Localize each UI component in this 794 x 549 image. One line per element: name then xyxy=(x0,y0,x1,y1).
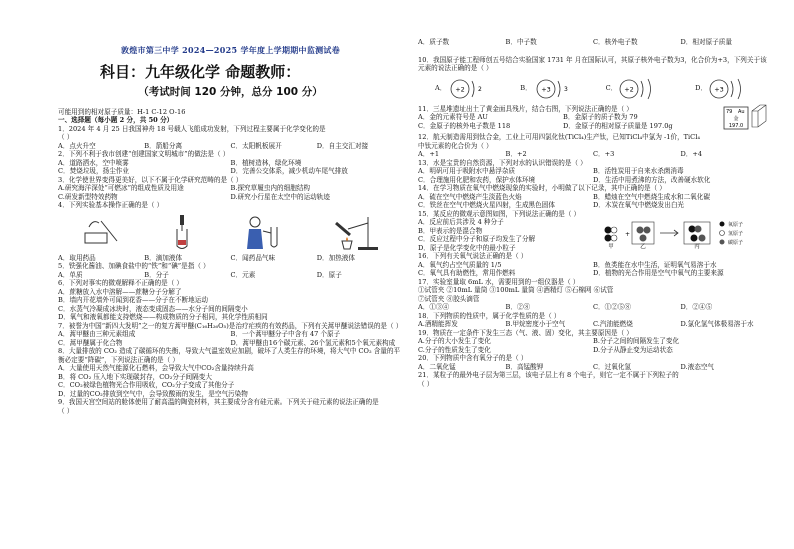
option[interactable]: B.甲烷密度小于空气 xyxy=(505,320,566,328)
option[interactable]: C.分子的性质发生了变化 xyxy=(418,345,491,354)
question-9: 9．我国天宫空间站的舱体使用了耐高温的陶瓷材料，其主要成分含有硅元素。下列关于硅元素的说法正确的是 （ ） xyxy=(58,398,379,415)
option[interactable]: D.研究小行星在太空中的运动轨迹 xyxy=(230,192,330,201)
option[interactable]: A．明矾可用于吸附水中悬浮杂质 xyxy=(418,167,516,175)
option[interactable]: D．加热液体 xyxy=(316,253,356,262)
heating-liquid-icon xyxy=(328,213,380,251)
option[interactable]: C．闻药品气味 xyxy=(230,253,276,262)
option[interactable]: B．+2 xyxy=(505,150,527,158)
dropper-test-tube-icon xyxy=(168,213,198,251)
exam-time: （考试时间 120 分钟，总分 100 分） xyxy=(138,85,323,98)
question-13: 13．水是宝贵的自然资源，下列对水的认识错误的是（ ） A．明矾可用于吸附水中悬浮杂质 B．活性炭用于自来水杀菌消毒 C．合理施用化肥和农药，保护水体环境 D．生活中用煮沸的方法，改善硬水软化 xyxy=(418,159,768,185)
question-17: 17．实验室量取 6mL 水，需要用到的一组仪器是（ ） ①试管夹 ②10mL 量筒 ③100mL 量筒 ④酒精灯 ⑤石棉网 ⑥试管 ⑦试管夹 ⑧胶头滴管 A．①③④ B．②⑧ C．①②⑤⑧ D．②④⑤ xyxy=(418,278,768,312)
option[interactable]: D.氯化氢气体极易溶于水 xyxy=(680,320,754,328)
question-19: 19．物质在一定条件下发生三态（气、液、固）变化，其主要原因是（ ） A.分子的大小发生了变化 B.分子之间的间隔发生了变化 C.分子的性质发生了变化 D.分子从静止变为运动状态 xyxy=(418,329,768,355)
gold-element-cell xyxy=(722,101,768,131)
option[interactable]: C．+3 xyxy=(593,150,615,158)
svg-text:79: 79 xyxy=(726,108,733,115)
question-7: 7．被誉为中国“新四大发明”之一的复方蒿甲醚(C₁₆H₂₆O₅)是治疗疟疾的有效药品，下列有关蒿甲醚说法错误的是（ ） A．蒿甲醚由三种元素组成 B．一个蒿甲醚分子中含有 47 个原子 C．蒿甲醚属于化合物 D．蒿甲醚由16个碳元素、26个氢元素和5个氧元素构成 xyxy=(58,321,403,347)
option[interactable]: D．金原子的相对原子质量是 197.0g xyxy=(563,121,673,130)
option[interactable]: B．滴加液体 xyxy=(144,253,183,262)
option[interactable]: C．反应过程中分子和原子均发生了分解 xyxy=(418,235,536,243)
option[interactable]: D．氧气和液氧都能支持燃烧——构成物质的分子相同，其化学性质相同 xyxy=(58,313,268,321)
svg-text:乙: 乙 xyxy=(640,243,646,250)
question-8: 8．大量排放的 CO₂ 造成了碳循环的失衡，导致大气温室效应加剧，破坏了人类生存的环境，将大气中 CO₂ 含量的平衡必定要“降碳”，下列说法正确的是（ ） A．大量使用天然气能源化石燃料，会导致大气中CO₂含量持续升高 B．将 CO₂ 压入地下实现碳封存，CO₂分子间隔变大 C．CO₂被绿色植物光合作用吸收，CO₂分子变成了其他分子 D．过量的CO₂排放到空气中，会导致酸雨的发生，是空气污染物 xyxy=(58,347,403,398)
option[interactable]: A．蔗糖放入水中溶解——蔗糖分子分解了 xyxy=(58,287,182,296)
option[interactable]: A.研究海洋深处“可燃冰”的组成性质及用途 xyxy=(58,184,184,192)
option[interactable]: D．原子是化学变化中的最小粒子 xyxy=(418,243,516,252)
option[interactable]: C．氧气具有助燃性，常用作燃料 xyxy=(418,269,516,277)
question-10: 10．我国原子能工程师创五号结合实验国家 1731 年 月在国际认可，其原子核外电子数为3，化合价为+3，下列关于该元素的说法正确的是（ ） A． +2 2 B． +3 3 C． +2 D． +3 xyxy=(418,56,768,103)
option[interactable]: A．①③④ xyxy=(418,303,450,311)
option[interactable]: C．太阳帆板展开 xyxy=(230,141,282,150)
question-9-options xyxy=(418,38,768,47)
option[interactable]: B．蜡烛在空气中燃烧生成水和二氧化碳 xyxy=(593,192,710,201)
option[interactable]: C．金原子的核外电子数是 118 xyxy=(418,121,511,130)
question-5: 5．铁强化酱油、加碘食盐中的“铁”和“碘”是指（ ） A．单质 B．分子 C．元素 D．原子 xyxy=(58,262,403,279)
svg-text:+3: +3 xyxy=(540,85,551,93)
option[interactable]: D． xyxy=(695,84,708,93)
question-18: 18．下列物质的性质中，属于化学性质的是（ ） A.酒精能挥发 B.甲烷密度小于空气 C.汽油能燃烧 D.氯化氢气体极易溶于水 xyxy=(418,312,768,329)
subject-line: 科目：九年级化学 命题教师： xyxy=(100,62,301,81)
option[interactable]: D．过量的CO₂排放到空气中，会导致酸雨的发生，是空气污染物 xyxy=(58,389,248,398)
option[interactable]: A．点火升空 xyxy=(58,141,96,150)
option[interactable]: A．反应前后共涉及 4 种分子 xyxy=(418,218,504,226)
svg-text:3: 3 xyxy=(563,85,568,93)
option[interactable]: D．相对原子质量 xyxy=(680,38,732,46)
option[interactable]: A.分子的大小发生了变化 xyxy=(418,337,491,345)
option[interactable]: A．大量使用天然气能源化石燃料，会导致大气中CO₂含量持续升高 xyxy=(58,364,254,372)
smelling-icon xyxy=(243,213,283,251)
option[interactable]: B．甲表示的是混合物 xyxy=(418,226,483,235)
question-12: 12．航天制造需用到钛合金，工业上可用四氯化钛(TiCl₄)生产钛，已知TiCl₄中氯为 -1价，TiCl₄ 中钛元素的化合价为（ ） A．+1 B．+2 C．+3 D．+4 xyxy=(418,133,768,159)
option[interactable]: B．墙内开花墙外可闻到花香——分子在不断地运动 xyxy=(58,296,208,304)
option[interactable]: C．①②⑤⑧ xyxy=(593,303,632,311)
option[interactable]: C.研发新型特效药物 xyxy=(58,192,118,201)
option[interactable]: D．生活中用煮沸的方法，改善硬水软化 xyxy=(593,175,711,184)
option[interactable]: C．元素 xyxy=(230,270,256,279)
option[interactable]: D．自主交汇对接 xyxy=(316,141,369,150)
question-6: 6．下列对事实的微观解释不正确的是（ ） A．蔗糖放入水中溶解——蔗糖分子分解了 B．墙内开花墙外可闻到花香——分子在不断地运动 C．水蒸气冷凝成冰块时，液态变成固态——水分子间的间隔变小 D．氧气和液氧都能支持燃烧——构成物质的分子相同，其化学性质相同 xyxy=(58,279,403,322)
option[interactable]: B．活性炭用于自来水杀菌消毒 xyxy=(593,167,684,175)
option[interactable]: B．一个蒿甲醚分子中含有 47 个原子 xyxy=(230,330,341,338)
right-column xyxy=(418,0,768,549)
svg-text:+: + xyxy=(625,230,631,238)
question-2: 2．下列不利于我市创建“创建国家文明城市”的做法是（ ） A．道路洒水，空中喷雾 B．植树造林，绿化环境 C．焚烧垃圾，扬尘作业 D．完善公交体系，减少机动车尾气排放 xyxy=(58,150,403,176)
option[interactable]: D．植物的光合作用是空气中氧气的主要来源 xyxy=(593,269,724,277)
question-11: 11．三星堆遗址出土了黄金面具残片，结合右图，下列说法正确的是（ ） A．金的元素符号是 AU B．金原子的质子数为 79 C．金原子的核外电子数是 118 D．金原子的相对原子质量是 197.0g 79 Au 金 197.0 xyxy=(418,105,768,131)
option[interactable]: B.探究草履虫内的细胞结构 xyxy=(230,184,310,192)
atom-structure-options xyxy=(418,75,768,103)
atom-structure-diagram xyxy=(617,76,661,102)
lab-operation-figures xyxy=(58,212,403,252)
option[interactable]: D．②④⑤ xyxy=(680,303,713,311)
svg-text:氧原子: 氧原子 xyxy=(728,221,744,228)
option[interactable]: D．完善公交体系，减少机动车尾气排放 xyxy=(230,167,348,175)
reaction-micro-diagram xyxy=(598,216,768,250)
option[interactable]: A．蒿甲醚由三种元素组成 xyxy=(58,330,136,338)
option[interactable]: A．道路洒水，空中喷雾 xyxy=(58,158,129,167)
option[interactable]: B．鱼类能在水中生活，证明氧气易溶于水 xyxy=(593,260,717,269)
option[interactable]: D．木炭在氧气中燃烧发出白光 xyxy=(593,201,685,209)
option[interactable]: C．合理施用化肥和农药，保护水体环境 xyxy=(418,175,536,184)
option[interactable]: B．将 CO₂ 压入地下实现碳封存，CO₂分子间隔变大 xyxy=(58,372,212,381)
option[interactable]: C．水蒸气冷凝成冰块时，液态变成固态——水分子间的间隔变小 xyxy=(58,304,248,313)
option[interactable]: B．植树造林，绿化环境 xyxy=(230,158,302,167)
atomic-masses: 可能用到的相对原子质量：H-1 C-12 O-16 xyxy=(58,107,186,116)
atom-structure-diagram xyxy=(446,76,486,102)
option[interactable]: B． xyxy=(520,84,532,93)
option[interactable]: D．蒿甲醚由16个碳元素、26个氢元素和5个氧元素构成 xyxy=(230,338,396,347)
option[interactable]: A．二氧化锰 xyxy=(418,362,456,371)
option[interactable]: C．铁丝在空气中燃烧火星四射，生成黑色固体 xyxy=(418,201,555,209)
option[interactable]: C.汽油能燃烧 xyxy=(593,320,633,328)
left-column xyxy=(58,0,403,549)
question-16: 16．下列有关氧气说法正确的是（ ） A．氧气约占空气质量的 1/5 B．鱼类能在水中生活，证明氧气易溶于水 C．氧气具有助燃性，常用作燃料 D．植物的光合作用是空气中氧气的主要来源 xyxy=(418,252,768,278)
option[interactable]: D.分子从静止变为运动状态 xyxy=(593,345,673,354)
option[interactable]: A．+1 xyxy=(418,150,440,158)
taking-reagent-icon xyxy=(81,213,123,251)
option[interactable]: B.分子之间的间隔发生了变化 xyxy=(593,337,680,345)
option[interactable]: B．高锰酸钾 xyxy=(505,362,544,371)
option[interactable]: A．氧气约占空气质量的 1/5 xyxy=(418,260,502,269)
option[interactable]: B．分子 xyxy=(144,270,169,279)
option[interactable]: D．原子 xyxy=(316,270,342,279)
exam-title: 敦煌市第三中学 2024—2025 学年度上学期期中监测试卷 xyxy=(120,45,341,55)
option[interactable]: A．取用药品 xyxy=(58,253,96,262)
svg-text:+2: +2 xyxy=(624,85,635,93)
option[interactable]: A．质子数 xyxy=(418,38,450,46)
option[interactable]: B．箭船分离 xyxy=(144,141,183,150)
option[interactable]: B．中子数 xyxy=(505,38,537,46)
option[interactable]: C．CO₂被绿色植物光合作用吸收，CO₂分子变成了其他分子 xyxy=(58,381,235,389)
section-heading: 一、选择题（每小题 2 分，共 50 分） xyxy=(58,116,174,124)
atom-structure-diagram xyxy=(707,76,751,102)
question-4: 4．下列实验基本操作正确的是（ ） A．取用药品 B．滴加液体 C．闻药品气味 D．加热液体 xyxy=(58,201,403,262)
option[interactable]: C．核外电子数 xyxy=(593,38,638,46)
svg-text:197.0: 197.0 xyxy=(728,122,744,129)
option[interactable]: D.液态空气 xyxy=(680,362,715,371)
svg-text:+2: +2 xyxy=(455,85,466,93)
option[interactable]: C．过氧化氢 xyxy=(593,362,632,371)
question-21: 21．某粒子的最外电子层为第三层，该电子层上有 8 个电子，则它一定不属于下列粒子的 （ ） xyxy=(418,371,679,388)
svg-text:2: 2 xyxy=(478,85,483,93)
question-1: 1．2024 年 4 月 25 日我国神舟 18 号载人飞船成功发射，下列过程主要属于化学变化的是 （ ） A．点火升空 B．箭船分离 C．太阳帆板展开 D．自主交汇对接 xyxy=(58,125,403,151)
question-14: 14．在学习物质在氧气中燃烧现象的实验时，小明做了以下记录，其中正确的是（ ） A．硫在空气中燃烧产生淡蓝色火焰 B．蜡烛在空气中燃烧生成水和二氧化碳 C．铁丝在空气中燃烧火星四射，生成黑色固体 D．木炭在氧气中燃烧发出白光 xyxy=(418,184,768,210)
svg-text:丙: 丙 xyxy=(694,243,700,250)
option[interactable]: A.酒精能挥发 xyxy=(418,320,458,328)
option[interactable]: B．②⑧ xyxy=(505,303,531,311)
option[interactable]: A．单质 xyxy=(58,270,83,279)
option[interactable]: A．硫在空气中燃烧产生淡蓝色火焰 xyxy=(418,192,522,201)
option[interactable]: A． xyxy=(434,84,447,93)
option[interactable]: D．+4 xyxy=(680,150,703,158)
question-15: 15．某反应的微观示意图如图，下列说法正确的是（ ） A．反应前后共涉及 4 种分子 B．甲表示的是混合物 C．反应过程中分子和原子均发生了分解 D．原子是化学变化中的最小粒子 甲 + 乙 丙 氧原子 氢原子 碳原子 xyxy=(418,210,768,253)
option[interactable]: C． xyxy=(605,84,618,93)
atom-structure-diagram xyxy=(532,76,572,102)
option[interactable]: A．金的元素符号是 AU xyxy=(418,113,488,121)
question-20: 20．下列物质中含有氧分子的是（ ） A．二氧化锰 B．高锰酸钾 C．过氧化氢 D.液态空气 xyxy=(418,354,768,371)
svg-text:甲: 甲 xyxy=(608,243,614,250)
option[interactable]: C．蒿甲醚属于化合物 xyxy=(58,338,123,347)
svg-text:Au: Au xyxy=(738,108,745,115)
svg-text:+3: +3 xyxy=(714,85,724,93)
question-3: 3．化学使世界变得更美好，以下不属于化学研究范畴的是（ ） A.研究海洋深处“可燃冰”的组成性质及用途 B.探究草履虫内的细胞结构 C.研发新型特效药物 D.研究小行星在太空中的运动轨迹 xyxy=(58,176,403,202)
option[interactable]: C．焚烧垃圾，扬尘作业 xyxy=(58,167,129,175)
svg-text:金: 金 xyxy=(733,115,739,122)
svg-text:氢原子: 氢原子 xyxy=(728,230,744,237)
option[interactable]: B．金原子的质子数为 79 xyxy=(563,113,638,121)
svg-text:碳原子: 碳原子 xyxy=(728,239,744,246)
